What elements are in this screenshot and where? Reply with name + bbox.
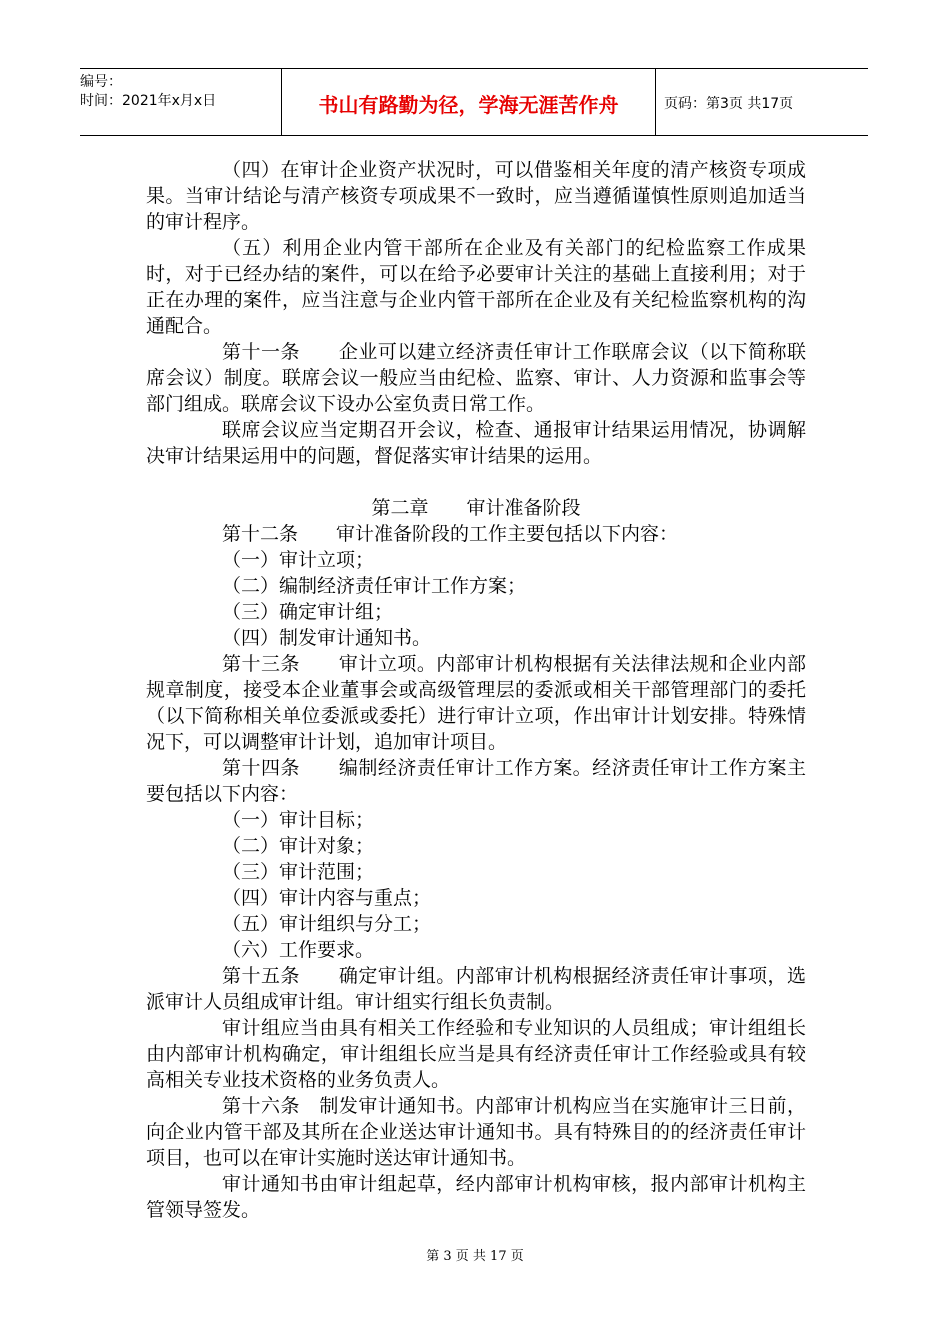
list-item: （一）审计立项； <box>222 549 375 571</box>
list-item: （五）审计组织与分工； <box>222 913 432 935</box>
paragraph: 第十四条 编制经济责任审计工作方案。经济责任审计工作方案主要包括以下内容： <box>146 757 806 805</box>
list-item: （三）确定审计组； <box>222 601 394 623</box>
document-number: 编号： <box>80 74 122 90</box>
document-date: 时间：2021年x月x日 <box>80 93 217 109</box>
list-item: （二）审计对象； <box>222 835 375 857</box>
list-item: （一）审计目标； <box>222 809 375 831</box>
header-motto: 书山有路勤为径，学海无涯苦作舟 <box>282 69 656 135</box>
document-body <box>146 157 806 1223</box>
list-item: （三）审计范围； <box>222 861 375 883</box>
list-item: （四）制发审计通知书。 <box>222 627 432 649</box>
paragraph: 审计通知书由审计组起草，经内部审计机构审核，报内部审计机构主管领导签发。 <box>146 1173 806 1221</box>
header-page-info: 页码：第3页 共17页 <box>664 96 794 112</box>
page-header <box>80 68 868 136</box>
page-footer: 第 3 页 共 17 页 <box>426 1249 524 1264</box>
list-item: （二）编制经济责任审计工作方案； <box>222 575 527 597</box>
paragraph: 第十五条 确定审计组。内部审计机构根据经济责任审计事项，选派审计人员组成审计组。审计组实行组长负责制。 <box>146 965 806 1013</box>
header-meta <box>80 69 282 135</box>
paragraph: 第十二条 审计准备阶段的工作主要包括以下内容： <box>222 523 679 545</box>
paragraph: （四）在审计企业资产状况时，可以借鉴相关年度的清产核资专项成果。当审计结论与清产核资专项成果不一致时，应当遵循谨慎性原则追加适当的审计程序。 <box>146 159 806 233</box>
paragraph: 审计组应当由具有相关工作经验和专业知识的人员组成；审计组组长由内部审计机构确定，审计组组长应当是具有经济责任审计工作经验或具有较高相关专业技术资格的业务负责人。 <box>146 1017 806 1091</box>
paragraph: （五）利用企业内管干部所在企业及有关部门的纪检监察工作成果时，对于已经办结的案件，可以在给予必要审计关注的基础上直接利用；对于正在办理的案件，应当注意与企业内管干部所在企业及有关纪检监察机构的沟通配合。 <box>146 237 806 337</box>
paragraph: 第十三条 审计立项。内部审计机构根据有关法律法规和企业内部规章制度，接受本企业董事会或高级管理层的委派或相关干部管理部门的委托（以下简称相关单位委派或委托）进行审计立项，作出审计计划安排。特殊情况下，可以调整审计计划，追加审计项目。 <box>146 653 806 753</box>
paragraph: 第十一条 企业可以建立经济责任审计工作联席会议（以下简称联席会议）制度。联席会议一般应当由纪检、监察、审计、人力资源和监事会等部门组成。联席会议下设办公室负责日常工作。 <box>146 341 806 415</box>
list-item: （六）工作要求。 <box>222 939 375 961</box>
list-item: （四）审计内容与重点； <box>222 887 432 909</box>
chapter-heading: 第二章 审计准备阶段 <box>371 497 581 519</box>
paragraph: 第十六条 制发审计通知书。内部审计机构应当在实施审计三日前，向企业内管干部及其所在企业送达审计通知书。具有特殊目的的经济责任审计项目，也可以在审计实施时送达审计通知书。 <box>146 1095 806 1169</box>
paragraph: 联席会议应当定期召开会议，检查、通报审计结果运用情况，协调解决审计结果运用中的问题，督促落实审计结果的运用。 <box>146 419 806 467</box>
